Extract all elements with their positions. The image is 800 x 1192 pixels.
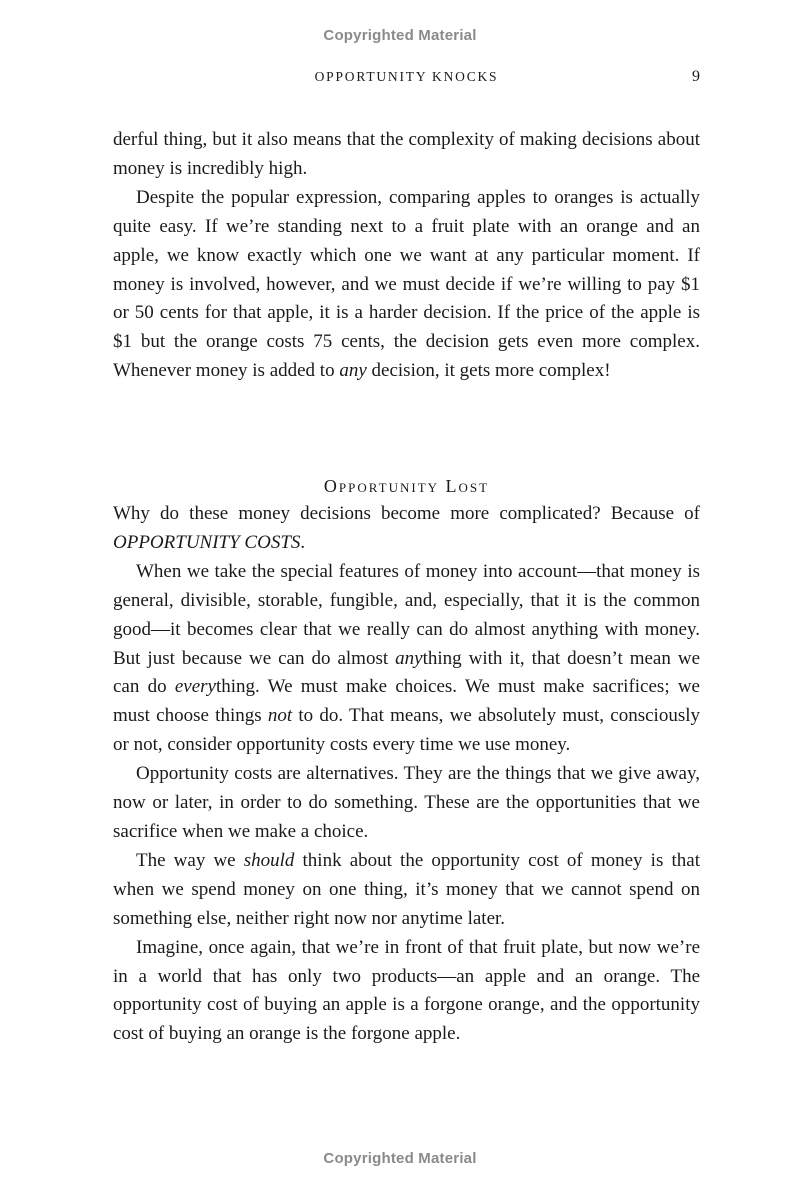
text-segment: thing with it, that doesn’t mean we can do <box>113 647 700 698</box>
text-segment: to do. That means, we absolutely must, consciously or not, consider opportunity costs every time we use money. <box>113 705 700 756</box>
paragraph-special-features <box>113 558 700 760</box>
section-2-body <box>113 500 700 1049</box>
text-segment: When we take the special features of money into account—that money is general, divisible, storable, fungible, and, especially, that it is the common good—it becomes clear that we really can do almost anything with money. But just because we can do almost <box>113 560 700 669</box>
italic-segment: should <box>243 849 295 871</box>
copyright-watermark-bottom: Copyrighted Material <box>323 1150 477 1167</box>
section-1-body <box>113 126 700 386</box>
text-segment: Imagine, once again, that we’re in front of that fruit plate, but now we’re in a world that has only two products—an apple and an orange. The opportunity cost of buying an apple is a forgone orange, and the opportunity cost of buying an orange is the forgone apple. <box>113 936 700 1045</box>
text-segment: decision, it gets more complex! <box>366 360 611 382</box>
paragraph-fruit-plate <box>113 934 700 1050</box>
italic-segment: OPPORTUNITY COSTS <box>113 531 301 553</box>
page-number: 9 <box>692 68 700 85</box>
running-header <box>113 68 700 88</box>
running-title: OPPORTUNITY KNOCKS <box>314 69 499 84</box>
copyright-watermark-top: Copyrighted Material <box>323 27 477 44</box>
text-segment: The way we <box>136 849 244 871</box>
text-segment: derful thing, but it also means that the complexity of making decisions about money is incredibly high. <box>113 129 700 179</box>
text-segment: Despite the popular expression, comparing apples to oranges is actually quite easy. If we’re standing next to a fruit plate with an orange and an apple, we know exactly which one we want at any particular moment. If money is involved, however, and we must decide if we’re willing to pay $1 or 50 cents for that apple, it is a harder decision. If the price of the apple is $1 but the orange costs 75 cents, the decision gets even more complex. Whenever money is added to <box>113 186 700 382</box>
italic-segment: any <box>339 360 367 382</box>
text-segment: Why do these money decisions become more complicated? Because of <box>113 503 700 524</box>
text-segment: thing. We must make choices. We must make sacrifices; we must choose things <box>113 676 700 727</box>
text-segment: . <box>300 531 306 553</box>
italic-segment: any <box>395 647 423 669</box>
text-segment: think about the opportunity cost of money is that when we spend money on one thing, it’s money that we cannot spend on something else, neither right now nor anytime later. <box>113 849 700 929</box>
paragraph-should-think <box>113 847 700 934</box>
text-segment: Opportunity costs are alternatives. They are the things that we give away, now or later, in order to do something. These are the opportunities that we sacrifice when we make a choice. <box>113 763 700 842</box>
paragraph-opening <box>113 500 700 558</box>
paragraph-apples-oranges <box>113 184 700 386</box>
section-heading: Opportunity Lost <box>323 476 490 496</box>
italic-segment: every <box>174 676 216 698</box>
paragraph-alternatives <box>113 760 700 847</box>
paragraph-continuation <box>113 126 700 184</box>
italic-segment: not <box>267 705 293 727</box>
